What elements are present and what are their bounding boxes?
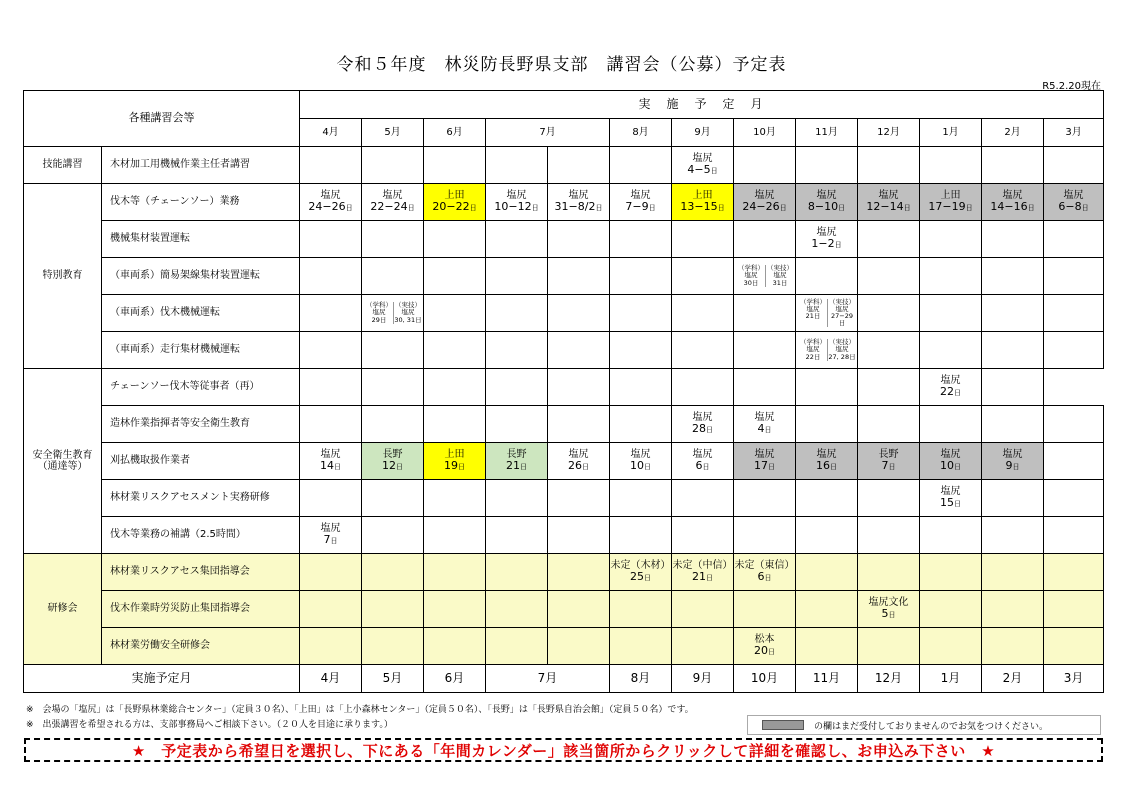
month-header: 9月 (672, 119, 734, 147)
course-soko-shuzai: （車両系）走行集材機械運転 (102, 332, 300, 369)
month-footer: 3月 (1044, 665, 1104, 693)
schedule-cell[interactable]: 塩尻 14−16日 (982, 184, 1044, 221)
course-hoko: 伐木等業務の補講（2.5時間） (102, 517, 300, 554)
schedule-cell[interactable]: 塩尻 8−10日 (796, 184, 858, 221)
schedule-cell[interactable]: 塩尻 22日 (920, 369, 982, 406)
category-kenshu: 研修会 (24, 554, 102, 665)
month-header: 5月 (362, 119, 424, 147)
schedule-cell[interactable]: 塩尻 7−9日 (610, 184, 672, 221)
course-chainsaw-re: チェーンソー伐木等従事者（再） (102, 369, 300, 406)
month-header: 10月 (734, 119, 796, 147)
schedule-cell[interactable]: 塩尻 15日 (920, 480, 982, 517)
schedule-cell[interactable]: 長野 21日 (486, 443, 548, 480)
schedule-cell[interactable]: 塩尻 28日 (672, 406, 734, 443)
schedule-cell[interactable]: 塩尻 24−26日 (734, 184, 796, 221)
schedule-cell[interactable]: 未定（中信） 21日 (672, 554, 734, 591)
schedule-cell[interactable]: 塩尻 24−26日 (300, 184, 362, 221)
schedule-cell[interactable]: 塩尻 16日 (796, 443, 858, 480)
course-mokuzai: 木材加工用機械作業主任者講習 (102, 147, 300, 184)
legend (747, 715, 1101, 735)
category-gino: 技能講習 (24, 147, 102, 184)
schedule-cell[interactable]: 塩尻 14日 (300, 443, 362, 480)
month-footer: 11月 (796, 665, 858, 693)
schedule-cell[interactable]: 松本 20日 (734, 628, 796, 665)
schedule-cell[interactable]: （学科） 塩尻 29日 （実技） 塩尻 30, 31日 (362, 295, 424, 332)
schedule-cell[interactable]: 未定（東信） 6日 (734, 554, 796, 591)
course-karibarai: 刈払機取扱作業者 (102, 443, 300, 480)
month-footer: 2月 (982, 665, 1044, 693)
schedule-cell[interactable]: 上田 17−19日 (920, 184, 982, 221)
course-risk-group: 林材業リスクアセス集団指導会 (102, 554, 300, 591)
month-header: 7月 (486, 119, 610, 147)
schedule-cell[interactable]: 上田 19日 (424, 443, 486, 480)
schedule-cell[interactable]: 塩尻 10日 (920, 443, 982, 480)
schedule-cell[interactable]: 上田 13−15日 (672, 184, 734, 221)
schedule-cell[interactable]: 上田 20−22日 (424, 184, 486, 221)
schedule-cell[interactable]: 長野 7日 (858, 443, 920, 480)
month-header: 4月 (300, 119, 362, 147)
legend-text: の欄はまだ受付しておりませんのでお気をつけください。 (814, 721, 1049, 732)
footer-label: 実施予定月 (24, 665, 300, 693)
schedule-cell[interactable]: 塩尻 10日 (610, 443, 672, 480)
month-header: 2月 (982, 119, 1044, 147)
schedule-cell[interactable]: 塩尻 6日 (672, 443, 734, 480)
course-rodo: 林材業労働安全研修会 (102, 628, 300, 665)
schedule-cell[interactable]: （学科） 塩尻 22日 （実技） 塩尻 27, 28日 (796, 332, 858, 369)
gray-swatch (762, 720, 804, 730)
course-kansen: （車両系）簡易架線集材装置運転 (102, 258, 300, 295)
schedule-cell[interactable]: 長野 12日 (362, 443, 424, 480)
course-zorin: 造林作業指揮者等安全衛生教育 (102, 406, 300, 443)
category-header: 各種講習会等 (24, 91, 300, 147)
schedule-cell[interactable]: 塩尻 6−8日 (1044, 184, 1104, 221)
schedule-cell[interactable]: 塩尻 4−5日 (672, 147, 734, 184)
course-risk: 林材業リスクアセスメント実務研修 (102, 480, 300, 517)
month-header: 8月 (610, 119, 672, 147)
month-footer: 4月 (300, 665, 362, 693)
schedule-cell[interactable]: 塩尻文化 5日 (858, 591, 920, 628)
month-footer: 5月 (362, 665, 424, 693)
schedule-cell[interactable]: 塩尻 17日 (734, 443, 796, 480)
schedule-cell[interactable]: 塩尻 7日 (300, 517, 362, 554)
schedule-cell[interactable]: 塩尻 4日 (734, 406, 796, 443)
month-header: 12月 (858, 119, 920, 147)
schedule-table (23, 90, 1104, 693)
schedule-cell[interactable]: 塩尻 12−14日 (858, 184, 920, 221)
month-footer: 7月 (486, 665, 610, 693)
schedule-cell[interactable]: 未定（木材） 25日 (610, 554, 672, 591)
schedule-cell[interactable]: 塩尻 26日 (548, 443, 610, 480)
month-header: 11月 (796, 119, 858, 147)
month-footer: 8月 (610, 665, 672, 693)
schedule-cell[interactable]: 塩尻 10−12日 (486, 184, 548, 221)
footnote: ※ 出張講習を希望される方は、支部事務局へご相談下さい。（２０人を目途に承ります。） (26, 720, 393, 730)
schedule-cell[interactable]: （学科） 塩尻 21日 （実技） 塩尻 27−29日 (796, 295, 858, 332)
category-anzen: 安全衛生教育 （通達等） (24, 369, 102, 554)
month-header: 3月 (1044, 119, 1104, 147)
instruction-banner: ★ 予定表から希望日を選択し、下にある「年間カレンダー」該当箇所からクリックして詳細を確認し、お申込み下さい ★ (24, 738, 1103, 762)
month-footer: 6月 (424, 665, 486, 693)
schedule-cell[interactable]: 塩尻 9日 (982, 443, 1044, 480)
course-batsuboku-group: 伐木作業時労災防止集団指導会 (102, 591, 300, 628)
month-header: 6月 (424, 119, 486, 147)
course-batsuboku: 伐木等（チェーンソー）業務 (102, 184, 300, 221)
month-footer: 12月 (858, 665, 920, 693)
footnote: ※ 会場の「塩尻」は「長野県林業総合センター」（定員３０名）、「上田」は「上小森林センター」（定員５０名）、「長野」は「長野県自治会館」（定員５０名）です。 (26, 705, 694, 715)
page-title: 令和５年度 林災防長野県支部 講習会（公募）予定表 (336, 55, 787, 75)
schedule-cell[interactable]: （学科） 塩尻 30日 （実技） 塩尻 31日 (734, 258, 796, 295)
month-header: 1月 (920, 119, 982, 147)
month-footer: 1月 (920, 665, 982, 693)
as-of-date: R5.2.20現在 (1042, 81, 1101, 92)
category-tokubetsu: 特別教育 (24, 184, 102, 369)
schedule-cell[interactable]: 塩尻 31−8/2日 (548, 184, 610, 221)
schedule-cell[interactable]: 塩尻 1−2日 (796, 221, 858, 258)
month-footer: 10月 (734, 665, 796, 693)
month-footer: 9月 (672, 665, 734, 693)
period-header: 実 施 予 定 月 (300, 91, 1104, 119)
course-batsuboku-kikai: （車両系）伐木機械運転 (102, 295, 300, 332)
footnotes (26, 703, 694, 733)
course-kikai-shuzai: 機械集材装置運転 (102, 221, 300, 258)
schedule-cell[interactable]: 塩尻 22−24日 (362, 184, 424, 221)
